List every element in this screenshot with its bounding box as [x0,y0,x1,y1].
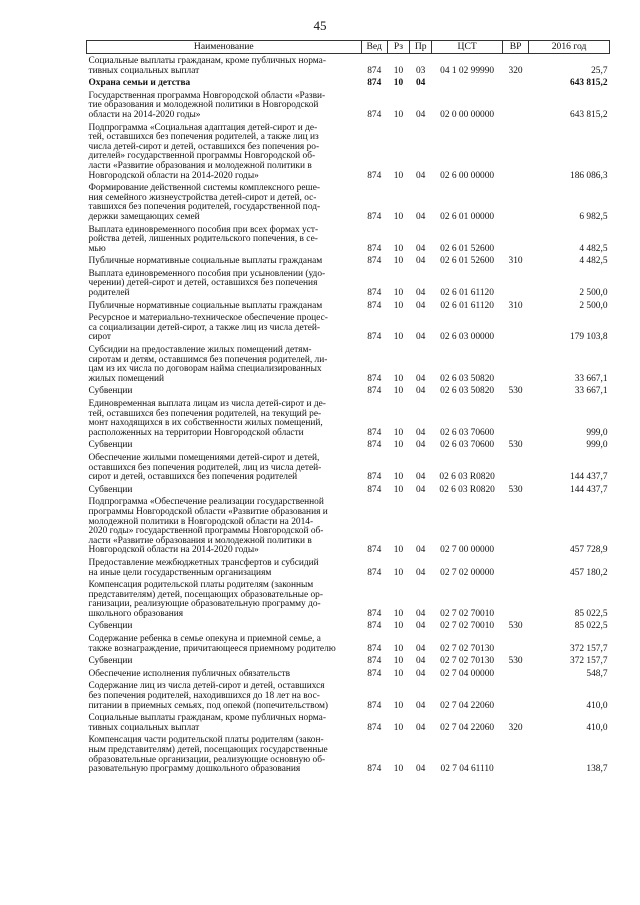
row-rz: 10 [393,211,404,222]
row-vr [502,223,528,255]
row-pr: 04 [415,332,426,343]
row-pr: 04 [415,373,426,384]
row-name: Предоставление межбюджетных трансфертов и субсидий на иные цели государственным организациям [88,557,319,578]
row-rz: 10 [393,170,404,181]
row-amount: 643 815,2 [570,109,608,120]
table-row [87,54,610,77]
row-amount: 457 728,9 [570,545,608,556]
row-rz: 10 [393,332,404,343]
row-amount: 144 437,7 [570,484,608,495]
row-cst: 02 6 03 70600 [440,427,495,438]
row-ved: 874 [367,170,382,181]
header-ved: Вед [361,41,387,54]
row-name: Выплата единовременного пособия при усыновлении (удо- черении) детей-сирот и детей, оставшихся без попечения родителей [88,268,326,299]
row-rz: 10 [393,256,404,267]
row-ved: 874 [367,243,382,254]
table-row [87,311,610,343]
header-pr: Пр [410,41,432,54]
row-ved: 874 [367,567,382,578]
row-amount: 144 437,7 [570,472,608,483]
row-vr: 530 [508,484,523,495]
row-ved: 874 [367,65,382,76]
row-cst: 02 6 01 61120 [440,288,494,299]
page-number: 45 [313,18,327,33]
row-ved: 874 [367,440,382,451]
row-name: Компенсация родительской платы родителям (законным представителям) детей, посещающих образовательные ор- ганизации, реализующие образовательную программу до- школьного образования [88,580,323,619]
row-vr [502,343,528,384]
row-name: Обеспечение исполнения публичных обязательств [88,668,291,679]
row-cst: 02 7 04 22060 [440,722,495,733]
table-row [87,267,610,299]
row-ved: 874 [367,427,382,438]
row-name: Содержание ребенка в семье опекуна и приемной семье, а также вознаграждение, причитающееся приемному родителю [88,634,336,654]
row-pr: 04 [415,484,426,495]
row-vr [502,397,528,438]
row-vr [502,495,528,556]
row-rz: 10 [393,386,404,397]
row-cst: 02 7 04 22060 [440,700,495,711]
row-ved: 874 [367,288,382,299]
row-cst [432,76,503,89]
table-row [87,667,610,680]
row-cst: 04 1 02 99990 [440,65,495,76]
row-pr: 04 [415,243,426,254]
row-ved: 874 [367,109,382,120]
row-vr: 530 [508,656,523,667]
header-vr: ВР [502,41,528,54]
row-pr: 04 [415,656,426,667]
row-vr [502,733,528,774]
row-rz: 10 [393,472,404,483]
table-row [87,223,610,255]
row-ved: 874 [367,668,382,679]
row-cst: 02 7 04 61110 [440,764,494,775]
row-vr: 530 [508,621,523,632]
row-name: Публичные нормативные социальные выплаты гражданам [88,256,323,267]
row-ved: 874 [367,472,382,483]
row-pr: 04 [415,668,426,679]
row-name: Субвенции [88,386,133,397]
row-cst: 02 6 01 52600 [440,243,495,254]
row-name: Субвенции [88,621,133,632]
row-cst: 02 6 03 00000 [440,332,495,343]
row-cst: 02 6 03 R0820 [439,472,495,483]
row-vr [502,679,528,711]
row-rz: 10 [393,643,404,654]
row-amount: 410,0 [586,722,608,733]
row-vr: 320 [508,65,523,76]
row-name: Ресурсное и материально-техническое обеспечение процес- са социализации детей-сирот, а также лиц из числа детей- сирот [88,313,328,343]
row-rz: 10 [393,78,404,89]
row-rz: 10 [393,567,404,578]
row-name: Единовременная выплата лицам из числа детей-сирот и де- тей, оставшихся без попечения родителей, на текущий ре- монт находящихся в их собственности жилых помещений, расположенных на территории Новгородской области [88,399,326,438]
table-row [87,397,610,438]
row-name: Социальные выплаты гражданам, кроме публичных норма- тивных социальных выплат [88,56,326,76]
table-row [87,451,610,483]
row-name: Публичные нормативные социальные выплаты гражданам [88,300,323,311]
row-vr: 530 [508,440,523,451]
row-amount: 85 022,5 [574,621,608,632]
row-cst: 02 6 00 00000 [440,170,495,181]
table-row [87,121,610,182]
row-rz: 10 [393,545,404,556]
row-amount: 372 157,7 [570,656,608,667]
row-pr: 04 [415,256,426,267]
row-rz: 10 [393,656,404,667]
row-cst: 02 7 04 00000 [440,668,495,679]
table-row [87,619,610,632]
row-pr: 04 [415,621,426,632]
row-ved: 874 [367,608,382,619]
row-amount: 999,0 [586,427,608,438]
row-amount: 2 500,0 [579,288,608,299]
row-name: Содержание лиц из числа детей-сирот и детей, оставшихся без попечения родителей, находившихся до 18 лет на вос- питании в приемных семьях, под опекой (попечительством) [88,681,329,711]
row-ved: 874 [367,300,382,311]
row-ved: 874 [367,545,382,556]
row-vr [502,632,528,654]
row-cst: 02 6 01 61120 [440,300,494,311]
table-row [87,89,610,121]
table-row [87,679,610,711]
row-cst: 02 6 03 70600 [440,440,495,451]
row-rz: 10 [393,700,404,711]
row-pr: 04 [415,440,426,451]
row-rz: 10 [393,243,404,254]
row-ved: 874 [367,656,382,667]
row-rz: 10 [393,621,404,632]
row-cst: 02 6 01 00000 [440,211,495,222]
row-pr: 03 [415,65,426,76]
row-cst: 02 6 03 50820 [440,386,495,397]
row-ved: 874 [367,700,382,711]
row-ved: 874 [367,621,382,632]
row-pr: 04 [415,78,426,89]
row-amount: 999,0 [586,440,608,451]
row-cst: 02 6 03 R0820 [439,484,495,495]
row-amount: 186 086,3 [570,170,608,181]
row-rz: 10 [393,427,404,438]
header-rz: Рз [387,41,409,54]
row-pr: 04 [415,300,426,311]
row-rz: 10 [393,608,404,619]
row-pr: 04 [415,643,426,654]
row-ved: 874 [367,484,382,495]
row-pr: 04 [415,764,426,775]
table-row [87,254,610,267]
row-pr: 04 [415,722,426,733]
row-ved: 874 [367,722,382,733]
row-vr [502,267,528,299]
row-vr: 320 [508,722,523,733]
row-vr [502,76,528,89]
row-ved: 874 [367,373,382,384]
row-cst: 02 7 02 70130 [440,656,495,667]
header-amount: 2016 год [529,41,610,54]
row-amount: 643 815,2 [570,78,608,89]
row-pr: 04 [415,211,426,222]
table-row [87,711,610,733]
row-pr: 04 [415,545,426,556]
row-amount: 457 180,2 [570,567,608,578]
row-cst: 02 6 03 50820 [440,373,495,384]
table-body [87,54,610,775]
row-rz: 10 [393,65,404,76]
row-rz: 10 [393,373,404,384]
table-row [87,578,610,619]
row-amount: 179 103,8 [570,332,608,343]
row-pr: 04 [415,288,426,299]
header-name: Наименование [87,41,362,54]
row-name: Субвенции [88,484,133,495]
table-header-row [87,41,610,54]
table-row [87,632,610,654]
row-vr: 310 [508,256,523,267]
row-amount: 4 482,5 [579,256,608,267]
row-amount: 85 022,5 [574,608,608,619]
row-pr: 04 [415,170,426,181]
row-ved: 874 [367,643,382,654]
row-cst: 02 7 02 70010 [440,621,495,632]
row-cst: 02 7 00 00000 [440,545,495,556]
table-row [87,438,610,451]
row-rz: 10 [393,109,404,120]
row-cst: 02 0 00 00000 [440,109,495,120]
row-name: Субвенции [88,440,133,451]
row-ved: 874 [367,764,382,775]
row-pr: 04 [415,109,426,120]
row-rz: 10 [393,764,404,775]
row-vr [502,181,528,222]
row-amount: 33 667,1 [574,386,608,397]
row-amount: 6 982,5 [579,211,608,222]
row-vr [502,89,528,121]
row-cst: 02 7 02 00000 [440,567,495,578]
row-name: Обеспечение жилыми помещениями детей-сирот и детей, оставшихся без попечения родителей, лиц из числа детей- сирот и детей, оставшихся без попечения родителей [88,452,322,483]
table-row [87,299,610,312]
row-amount: 548,7 [586,668,608,679]
row-vr [502,667,528,680]
row-cst: 02 7 02 70010 [440,608,495,619]
row-name: Подпрограмма «Социальная адаптация детей-сирот и де- тей, оставшихся без попечения родителей, а также лиц из числа детей-сирот и детей, оставшихся без попечения ро- дителей» государственной программы Новгородской об- ласти «Развитие образования и молодежной политики в Новгородской области на 2014-2020 годы» [88,122,320,181]
row-ved: 874 [367,386,382,397]
row-name: Государственная программа Новгородской области «Разви- тие образования и молодежной политики в Новгородской области на 2014-2020 годы» [88,90,326,120]
row-rz: 10 [393,440,404,451]
table-row [87,181,610,222]
row-amount: 2 500,0 [579,300,608,311]
row-pr: 04 [415,386,426,397]
row-ved: 874 [367,78,382,89]
table-row [87,556,610,578]
row-ved: 874 [367,332,382,343]
row-cst: 02 6 01 52600 [440,256,495,267]
row-rz: 10 [393,300,404,311]
table-row [87,76,610,89]
row-amount: 33 667,1 [574,373,608,384]
row-name: Компенсация части родительской платы родителям (закон- ным представителям) детей, посещающих государственные образовательные организации, реализующие основную об- разовательную программу дошкольного образования [88,735,328,775]
row-rz: 10 [393,484,404,495]
row-pr: 04 [415,567,426,578]
budget-table [86,40,610,775]
row-amount: 372 157,7 [570,643,608,654]
row-amount: 25,7 [591,65,608,76]
row-pr: 04 [415,608,426,619]
row-vr [502,311,528,343]
row-amount: 410,0 [586,700,608,711]
row-vr [502,451,528,483]
row-rz: 10 [393,722,404,733]
header-cst: ЦСТ [432,41,503,54]
row-name: Формирование действенной системы комплексного реше- ния семейного жизнеустройства детей-сирот и детей, ос- тавшихся без попечения родителей, государственной под- держки замещающих семей [88,183,321,222]
table-row [87,384,610,397]
row-ved: 874 [367,256,382,267]
row-amount: 4 482,5 [579,243,608,254]
row-vr [502,578,528,619]
row-name: Подпрограмма «Обеспечение реализации государственной программы Новгородской области «Развитие образования и молодежной политики в Новгородской области на 2014- 2020 годы» государственной программы Новгородской об- ласти «Развитие образования и молодежной политики в Новгородской области на 2014-2020 годы» [88,497,328,556]
row-pr: 04 [415,427,426,438]
row-ved: 874 [367,211,382,222]
row-vr: 530 [508,386,523,397]
table-row [87,343,610,384]
table-row [87,733,610,774]
table-row [87,654,610,667]
row-rz: 10 [393,668,404,679]
row-rz: 10 [393,288,404,299]
table-row [87,495,610,556]
row-name: Выплата единовременного пособия при всех формах уст- ройства детей, лишенных родительского попечения, в се- мью [88,224,319,254]
row-name: Социальные выплаты гражданам, кроме публичных норма- тивных социальных выплат [88,713,326,733]
table-row [87,483,610,496]
row-pr: 04 [415,472,426,483]
row-name: Субвенции [88,656,133,667]
row-pr: 04 [415,700,426,711]
row-cst: 02 7 02 70130 [440,643,495,654]
row-vr [502,556,528,578]
row-name: Охрана семьи и детства [88,78,191,89]
row-vr: 310 [508,300,523,311]
row-name: Субсидии на предоставление жилых помещений детям- сиротам и детям, оставшимся без попечения родителей, ли- цам из их числа по договорам найма специализированных жилых помещений [88,345,328,384]
row-vr [502,121,528,182]
row-amount: 138,7 [586,764,608,775]
